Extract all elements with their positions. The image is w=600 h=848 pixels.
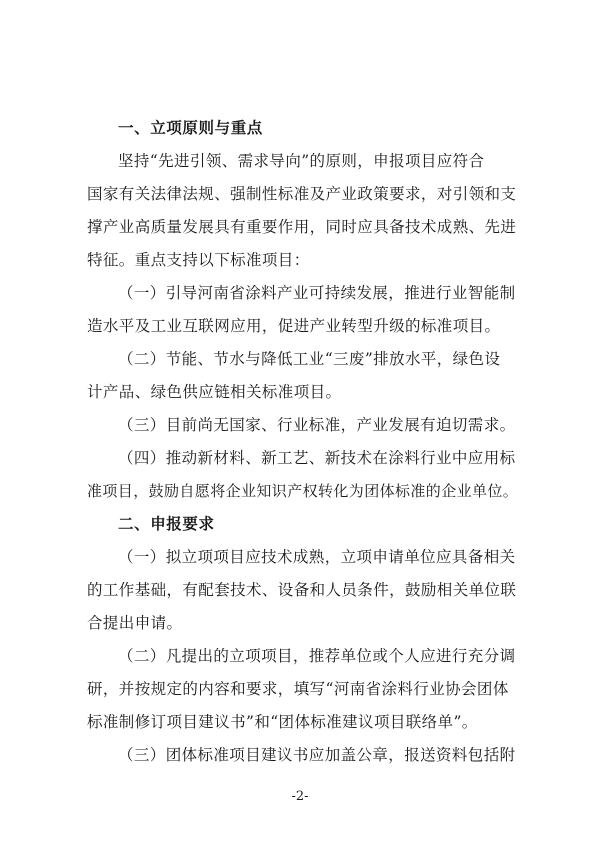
section-2-item-1-line-3: 合提出申请。 — [87, 614, 183, 632]
page-number: -2- — [291, 789, 309, 804]
section-1-item-1-line-1: （一）引导河南省涂料产业可持续发展，推进行业智能制 — [118, 284, 516, 302]
section-2-item-3-line-1: （三）团体标准项目建议书应加盖公章，报送资料包括附 — [118, 746, 516, 764]
section-1-item-2-line-1: （二）节能、节水与降低工业“三废”排放水平，绿色设 — [118, 350, 501, 368]
section-1-item-2-line-2: 计产品、绿色供应链相关标准项目。 — [87, 383, 342, 401]
section-1-intro-line-3: 撑产业高质量发展具有重要作用，同时应具备技术成熟、先进 — [87, 218, 517, 236]
section-2-heading: 二、申报要求 — [118, 515, 215, 533]
section-1-item-3-line-1: （三）目前尚无国家、行业标准，产业发展有迫切需求。 — [118, 416, 516, 434]
section-2-item-2-line-3: 标准制修订项目建议书”和“团体标准建议项目联络单”。 — [87, 713, 478, 731]
section-2-item-1-line-2: 的工作基础，有配套技术、设备和人员条件，鼓励相关单位联 — [87, 581, 517, 599]
section-1-item-4-line-1: （四）推动新材料、新工艺、新技术在涂料行业中应用标 — [118, 449, 516, 467]
section-2-item-1-line-1: （一）拟立项项目应技术成熟，立项申请单位应具备相关 — [118, 548, 516, 566]
section-2-item-2-line-1: （二）凡提出的立项项目，推荐单位或个人应进行充分调 — [118, 647, 516, 665]
section-1-item-1-line-2: 造水平及工业互联网应用，促进产业转型升级的标准项目。 — [87, 317, 501, 335]
section-2-item-2-line-2: 研，并按规定的内容和要求，填写“河南省涂料行业协会团体 — [87, 680, 509, 698]
section-1-heading: 一、立项原则与重点 — [118, 119, 263, 137]
section-1-intro-line-4: 特征。重点支持以下标准项目： — [87, 251, 310, 269]
section-1-item-4-line-2: 准项目，鼓励自愿将企业知识产权转化为团体标准的企业单位。 — [87, 482, 519, 500]
section-1-intro-line-2: 国家有关法律法规、强制性标准及产业政策要求，对引领和支 — [87, 185, 517, 203]
section-1-intro-line-1: 坚持“先进引领、需求导向”的原则，申报项目应符合 — [118, 152, 485, 170]
